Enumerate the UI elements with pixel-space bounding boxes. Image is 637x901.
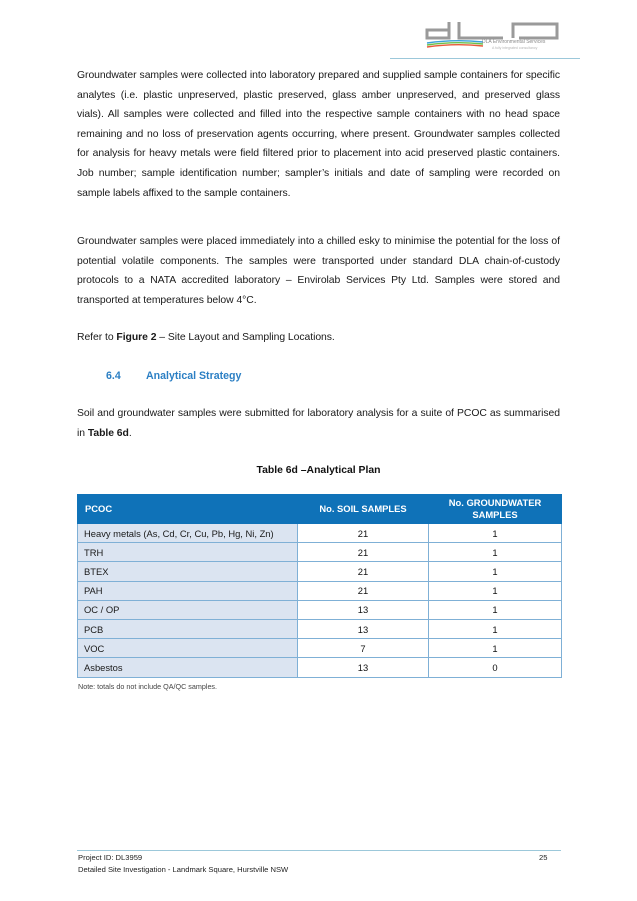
table-row xyxy=(78,600,562,619)
company-tagline: A fully integrated consultancy xyxy=(492,46,538,50)
footer-rule xyxy=(77,850,561,851)
cell-soil-samples: 13 xyxy=(298,619,429,638)
cell-soil-samples: 21 xyxy=(298,562,429,581)
header-soil-samples: No. SOIL SAMPLES xyxy=(298,495,429,524)
cell-groundwater-samples: 1 xyxy=(429,581,562,600)
cell-pcoc: VOC xyxy=(78,639,298,658)
header-groundwater-samples: No. GROUNDWATER SAMPLES xyxy=(429,495,562,524)
cell-groundwater-samples: 0 xyxy=(429,658,562,677)
text: Soil and groundwater samples were submitted for laboratory analysis for a suite of PCOC as summarised in xyxy=(77,408,560,439)
table-row xyxy=(78,524,562,543)
text: – Site Layout and Sampling Locations. xyxy=(156,332,335,343)
report-title: Detailed Site Investigation - Landmark Square, Hurstville NSW xyxy=(78,865,289,874)
paragraph-analytical-strategy xyxy=(77,404,560,443)
cell-soil-samples: 21 xyxy=(298,524,429,543)
paragraph-sample-transport: Groundwater samples were placed immediately into a chilled esky to minimise the potential for the loss of potential volatile components. The samples were transported under standard DLA chain-of-custody protocols to a NATA accredited laboratory – Envirolab Services Pty Ltd. Samples were stored and transported at temperatures below 4°C. xyxy=(77,236,560,306)
paragraph-figure-reference xyxy=(77,328,560,348)
cell-groundwater-samples: 1 xyxy=(429,639,562,658)
cell-groundwater-samples: 1 xyxy=(429,543,562,562)
table-row xyxy=(78,619,562,638)
cell-pcoc: TRH xyxy=(78,543,298,562)
cell-pcoc: PCB xyxy=(78,619,298,638)
cell-pcoc: PAH xyxy=(78,581,298,600)
cell-soil-samples: 21 xyxy=(298,543,429,562)
cell-pcoc: OC / OP xyxy=(78,600,298,619)
table-row xyxy=(78,639,562,658)
text: . xyxy=(128,427,132,439)
cell-groundwater-samples: 1 xyxy=(429,524,562,543)
table-header-row xyxy=(78,495,562,524)
table-row xyxy=(78,581,562,600)
analytical-plan-table xyxy=(77,494,562,678)
cell-groundwater-samples: 1 xyxy=(429,562,562,581)
cell-soil-samples: 21 xyxy=(298,581,429,600)
cell-pcoc: Asbestos xyxy=(78,658,298,677)
cell-soil-samples: 13 xyxy=(298,600,429,619)
table-note: Note: totals do not include QA/QC samples. xyxy=(78,682,218,691)
text: Refer to xyxy=(77,332,117,343)
cell-soil-samples: 13 xyxy=(298,658,429,677)
section-title: Analytical Strategy xyxy=(146,370,242,382)
page-number: 25 xyxy=(539,853,548,862)
header-rule xyxy=(390,58,580,59)
table-row xyxy=(78,562,562,581)
table-row xyxy=(78,543,562,562)
figure-reference: Figure 2 xyxy=(116,332,157,343)
table-row xyxy=(78,658,562,677)
header-pcoc: PCOC xyxy=(78,495,298,524)
cell-pcoc: Heavy metals (As, Cd, Cr, Cu, Pb, Hg, Ni, Zn) xyxy=(78,524,298,543)
cell-pcoc: BTEX xyxy=(78,562,298,581)
table-reference: Table 6d xyxy=(87,427,129,439)
cell-groundwater-samples: 1 xyxy=(429,619,562,638)
company-name: DLA Environmental Services xyxy=(482,39,546,45)
section-number: 6.4 xyxy=(106,370,121,382)
cell-soil-samples: 7 xyxy=(298,639,429,658)
paragraph-sample-collection: Groundwater samples were collected into laboratory prepared and supplied sample containers for specific analytes (i.e. plastic unpreserved, plastic preserved, glass amber unpreserved, and preserved glass vials). All samples were collected and filled into the respective sample containers with no head space remaining and no loss of preservation agents occurring, where present. Groundwater samples collected for analysis for heavy metals were field filtered prior to placement into acid preserved plastic containers. Job number; sample identification number; sampler’s initials and date of sampling were recorded on sample labels affixed to the sample containers. xyxy=(77,70,560,199)
cell-groundwater-samples: 1 xyxy=(429,600,562,619)
project-id: Project ID: DL3959 xyxy=(78,853,143,862)
table-title: Table 6d –Analytical Plan xyxy=(256,465,381,476)
